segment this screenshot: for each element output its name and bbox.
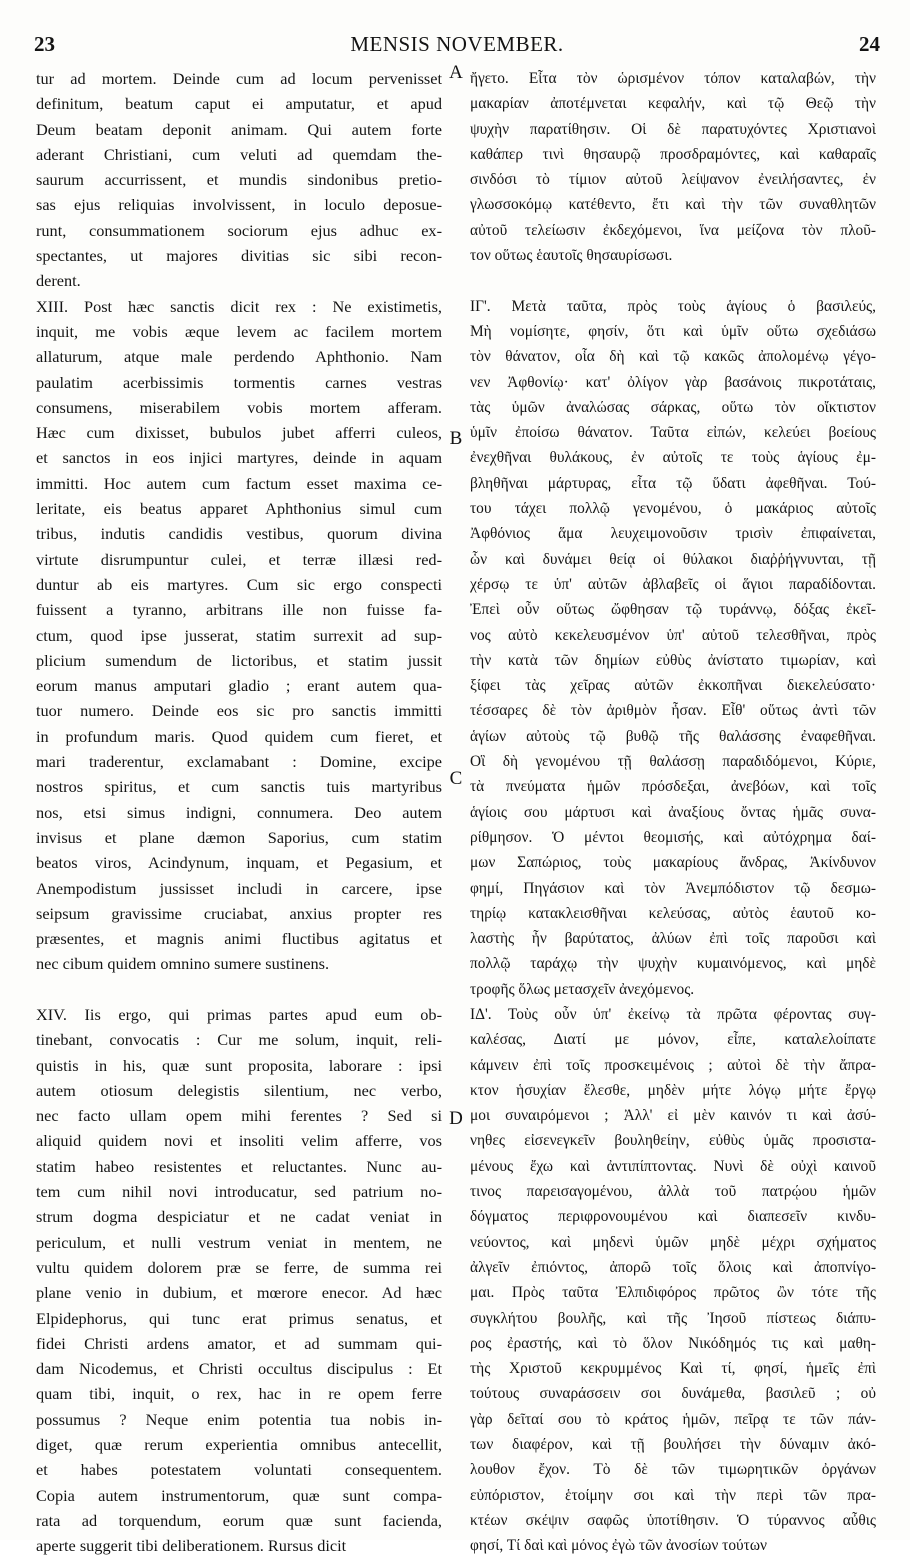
- latin-text-line: paulatim acerbissimis tormentis carnes vestras: [36, 372, 442, 392]
- latin-text-line: nos, etsi simus indigni, connumera. Deo autem: [36, 802, 442, 822]
- latin-text-line: immitti. Hoc autem cum factum esset maxima ce-: [36, 473, 442, 493]
- greek-text-line: τὸν θάνατον, οἷα δὴ καὶ τῷ κακῶς ἀπολομένῳ γέγο-: [470, 348, 876, 366]
- latin-text-line: ctum, quod ipse jusserat, statim surrexit ad sup-: [36, 625, 442, 645]
- greek-text-line: μοι συναιρόμενοι ; Ἀλλ' εἰ μὲν καινόν τι καὶ ἀσύ-: [470, 1107, 876, 1125]
- margin-letter-c: C: [449, 768, 463, 789]
- greek-text-line: μων Σαπώριος, τοὺς μακαρίους ἄνδρας, Ἀκίνδυνον: [470, 854, 876, 872]
- latin-text-line: consumens, miserabilem vobis mortem afferam.: [36, 397, 442, 417]
- latin-text-line: spectantes, ut majores divitias sic sibi recon-: [36, 246, 442, 266]
- greek-text-line: τὴς Χριστοῦ κεκρυμμένος Καὶ τί, φησί, ἡμεῖς ἐπὶ: [470, 1360, 876, 1378]
- greek-text-line: φησί, Τί δαὶ καὶ μόνος ἐγὼ τῶν ἀνοσίων τούτων: [470, 1537, 767, 1555]
- running-header: [34, 32, 880, 60]
- greek-text-line: πολλῷ ταράχῳ τὴν ψυχὴν κυμαινόμενος, καὶ μηδὲ: [470, 955, 876, 973]
- latin-text-line: Copia autem instrumentorum, quæ sunt compa-: [36, 1485, 442, 1505]
- greek-text-line: σινδόσι τὸ τίμιον αὐτοῦ λείψανον ἐνειλήσαντες, ἐν: [470, 171, 876, 189]
- greek-text-line: αὐτοῦ τελείωσιν ἐκδεχόμενοι, ἵνα μείζονα τὸν πλοῦ-: [470, 221, 876, 239]
- greek-text-line: μακαρίαν ἀποτέμνεται κεφαλήν, καὶ τῷ Θεῷ τὴν: [470, 95, 876, 113]
- greek-text-line: ἁγίοις σου μάρτυσι καὶ ἀναξίους ὄντας ἡμᾶς συνα-: [470, 803, 876, 821]
- greek-text-line: Μὴ νομίσητε, φησίν, ὅτι καὶ ὑμῖν οὕτω σχεδιάσω: [470, 322, 876, 340]
- latin-text-line: tuor numero. Deinde eos sic pro sanctis immitti: [36, 701, 442, 721]
- greek-text-line: τηρίῳ κατακλεισθῆναι κελεύσας, αὐτὸς ἑαυτοῦ κο-: [470, 904, 876, 922]
- greek-text-line: Ἐπεὶ οὖν οὕτως ὤφθησαν τῷ τυράννῳ, δόξας ἐκεῖ-: [470, 601, 876, 619]
- running-title: MENSIS NOVEMBER.: [350, 32, 564, 56]
- greek-text-line: μαι. Πρὸς ταῦτα Ἐλπιδιφόρος πρῶτος ὢν τότε τῆς: [470, 1284, 876, 1302]
- latin-text-line: quam tibi, inquit, o rex, hac in re opem ferre: [36, 1384, 442, 1404]
- latin-text-line: statim habeo resistentes et reluctantes. Nunc au-: [36, 1156, 442, 1176]
- greek-text-line: καλέσας, Διατί με μόνον, εἶπε, καταλελοίπατε: [470, 1031, 876, 1049]
- latin-text-line: invisus et plane dæmon Saporius, cum statim: [36, 827, 442, 847]
- greek-text-line: ὑμῖν ἐποίσω θάνατον. Ταῦτα εἰπών, κελεύει βοείους: [470, 424, 876, 442]
- greek-text-line: των διαφέρον, καὶ τῇ βουλήσει τὴν δύναμιν ἀκό-: [470, 1436, 876, 1454]
- margin-letter-a: A: [449, 62, 463, 83]
- greek-text-line: κάμνειν ἐπὶ τοῖς προσκειμένοις ; αὐτοὶ δὲ τὴν ἄπρα-: [470, 1056, 876, 1074]
- latin-text-line: aderant Christiani, cum veluti ad quemdam the-: [36, 144, 442, 164]
- latin-text-line: sas ejus reliquias involvissent, in loculo deposue-: [36, 195, 442, 215]
- latin-text-line: nostros spiritus, et cum sanctis tuis martyribus: [36, 777, 442, 797]
- latin-text-line: periculum, et nulli vestrum veniat in mentem, ne: [36, 1232, 442, 1252]
- latin-text-line: derent.: [36, 271, 81, 291]
- greek-text-line: μένους ἔχω καὶ ἀντιπίπτοντας. Νυνὶ δὲ οὐχὶ καινοῦ: [470, 1157, 876, 1175]
- page-number-left: 23: [34, 32, 55, 56]
- latin-text-line: fuissent a tyranno, arbitrans ille non fuisse fa-: [36, 600, 442, 620]
- latin-text-line: aperte suggerit tibi deliberationem. Rursus dicit: [36, 1536, 347, 1556]
- greek-text-line: του τάχει πολλῷ γενομένου, ὁ μακάριος αὐτοῖς: [470, 500, 876, 518]
- greek-text-line: ρίθμησον. Ὁ μέντοι θεομισής, καὶ αὐτόχρημα δαί-: [470, 828, 876, 846]
- latin-text-line: XIII. Post hæc sanctis dicit rex : Ne existimetis,: [36, 296, 442, 316]
- latin-text-line: saurum accurrissent, et mundis sindonibus pretio-: [36, 170, 442, 190]
- greek-text-line: συγκλήτου βουλῆς, καὶ τῆς Ἰησοῦ πίστεως διάπυ-: [470, 1309, 876, 1327]
- page-number-right: 24: [859, 32, 880, 56]
- greek-text-line: γὰρ δεῖταί σου τὸ κράτος ἡμῶν, πεῖρᾳ τε τῶν πάν-: [470, 1410, 876, 1428]
- greek-text-line: ξίφει τὰς χεῖρας αὐτῶν ἐκκοπῆναι διεκελεύσατο·: [470, 677, 876, 695]
- greek-text-line: ΙΔ'. Τοὺς οὖν ὑπ' ἐκείνῳ τὰ πρῶτα φέροντας συγ-: [470, 1005, 876, 1023]
- greek-text-line: νηθες εἰσενεγκεῖν βουληθείην, εὐθὺς ὑμᾶς προσιστα-: [470, 1132, 876, 1150]
- latin-text-line: inquit, me vobis æque levem ac facilem mortem: [36, 321, 442, 341]
- latin-text-line: tribus, indutis candidis vestibus, quorum divina: [36, 524, 442, 544]
- latin-text-line: definitum, beatum caput ei amputatur, et apud: [36, 94, 442, 114]
- greek-text-line: λουθον ἔχον. Τὸ δὲ τῶν τιμωρητικῶν ὀργάνων: [470, 1461, 876, 1479]
- greek-text-line: καθάπερ τινὶ θησαυρῷ προσδραμόντες, καὶ καθαραῖς: [470, 145, 876, 163]
- greek-text-line: ΙΓ'. Μετὰ ταῦτα, πρὸς τοὺς ἁγίους ὁ βασιλεύς,: [470, 297, 876, 315]
- latin-text-line: quistis in his, quæ sunt proposita, laborare : ipsi: [36, 1055, 442, 1075]
- greek-text-line: ἐνεχθῆναι θυλάκους, ἐν αὐτοῖς τε τοὺς ἁγίους ἐμ-: [470, 449, 876, 467]
- greek-text-line: κτέων σκέψιν σαφῶς ὑποτίθησιν. Ὁ τύραννος αὖθις: [470, 1511, 876, 1529]
- latin-text-line: beatos viros, Acindynum, inquam, et Pegasium, et: [36, 853, 442, 873]
- latin-text-line: nec cibum quidem omnino sumere sustinens.: [36, 954, 330, 974]
- greek-text-line: ἁγίων αὐτοὺς τῷ βυθῷ τῆς θαλάσσης ἐναφεθῆναι.: [470, 727, 876, 745]
- greek-text-line: τον οὕτως ἑαυτοῖς θησαυρίσωσι.: [470, 247, 673, 265]
- latin-text-line: nec facto ullam opem mihi ferentes ? Sed si: [36, 1106, 442, 1126]
- latin-text-line: tinebant, convocatis : Cur me solum, inquit, reli-: [36, 1030, 442, 1050]
- greek-text-line: τέσσαρες δὲ τὸν ἀριθμὸν ἦσαν. Εἶθ' οὕτως ἀντὶ τῶν: [470, 702, 876, 720]
- latin-text-line: tem cum nihil novi introducatur, sed patrium no-: [36, 1182, 442, 1202]
- latin-text-line: duntur ab eis martyres. Cum sic ergo conspecti: [36, 574, 442, 594]
- latin-text-line: et sanctos in eos injici martyres, deinde in aquam: [36, 448, 442, 468]
- greek-text-line: ἀλγεῖν ἐπιόντος, ἀπορῶ τοῖς ὅλοις καὶ ἀποπνίγο-: [470, 1258, 876, 1276]
- latin-text-line: eorum manus amputari gladio ; erant autem qua-: [36, 676, 442, 696]
- latin-text-line: XIV. Iis ergo, qui primas partes apud eum ob-: [36, 1004, 442, 1024]
- latin-text-line: Hæc cum dixisset, bubulos jubet afferri culeos,: [36, 423, 442, 443]
- greek-text-line: Ἀφθόνιος ἅμα λευχειμονοῦσιν τρισὶν ἐπιφαίνεται,: [470, 525, 876, 543]
- greek-text-line: τὰς ὑμῶν ἀναλώσας σάρκας, οὕτω τὸν οἴκτιστον: [470, 398, 876, 416]
- greek-text-line: τούτους συναράσσειν σοι δυνάμεθα, βασιλεῦ ; οὐ: [470, 1385, 876, 1403]
- latin-text-line: Deum beatam deponit animam. Qui autem forte: [36, 119, 442, 139]
- latin-text-line: strum dogma despiciatur et ne cadat veniat in: [36, 1207, 442, 1227]
- latin-text-line: tur ad mortem. Deinde cum ad locum pervenisset: [36, 69, 442, 88]
- greek-text-line: δόγματος περιφρονουμένου καὶ διαπεσεῖν κινδυ-: [470, 1208, 876, 1226]
- greek-text-line: νεν Ἀφθονίῳ· κατ' ὀλίγον γὰρ βασάνοις πικροτάταις,: [470, 373, 876, 391]
- greek-text-line: ἤγετο. Εἶτα τὸν ὡρισμένον τόπον καταλαβών, τὴν: [470, 70, 876, 87]
- latin-text-line: leritate, eis beatus apparet Aphthonius simul cum: [36, 499, 442, 519]
- greek-text-line: κτον ἡσυχίαν ἔλεσθε, μηδὲν μήτε λόγῳ μήτε ἔργῳ: [470, 1081, 876, 1099]
- latin-text-line: præsentes, et magnis animi fluctibus agitatus et: [36, 929, 442, 949]
- latin-text-line: plane venio in dubium, et mœrore enecor. Ad hæc: [36, 1283, 442, 1303]
- paragraph-gap: [36, 977, 442, 1002]
- greek-text-line: ψυχὴν παρατίθησιν. Οἱ δὲ παρατυχόντες Χριστιανοὶ: [470, 120, 876, 138]
- greek-text-line: λαστὴς ἦν βαρύτατος, ἀλύων ἐπὶ τοῖς παροῦσι καὶ: [470, 930, 876, 948]
- greek-text-line: τροφῆς ὅλως μετασχεῖν ἀνεχόμενος.: [470, 980, 695, 998]
- latin-text-line: allaturum, atque male perdendo Aphthonio. Nam: [36, 347, 442, 367]
- greek-text-line: ὧν καὶ δυνάμει θείᾳ οἱ θύλακοι διαῤῥήγνυνται, τῇ: [470, 550, 876, 568]
- greek-text-line: βληθῆναι μάρτυρας, εἶτα τῷ ὕδατι ἀφεθῆναι. Τού-: [470, 474, 876, 492]
- greek-text-line: Οἳ δὴ γενομένου τῇ θαλάσσῃ παραδιδόμενοι, Κύριε,: [470, 753, 876, 771]
- latin-text-line: vultu quidem dolorem præ se ferre, de summa rei: [36, 1257, 442, 1277]
- greek-text-line: νεύοντος, καὶ μηδενὶ ὑμῶν μηδὲ μέχρι σχήματος: [470, 1233, 876, 1251]
- latin-text-line: in profundum maris. Quod quidem cum fieret, et: [36, 726, 442, 746]
- paragraph-gap: [470, 268, 876, 293]
- latin-text-line: diget, quæ rerum experientia omnibus antecellit,: [36, 1435, 442, 1455]
- latin-text-line: Anempodistum jussisset includi in carcere, ipse: [36, 878, 442, 898]
- greek-text-line: φημί, Πηγάσιον καὶ τὸν Ἀνεμπόδιστον τῷ δεσμω-: [470, 879, 876, 897]
- latin-text-line: possumus ? Neque enim potentia tua nobis in-: [36, 1409, 442, 1429]
- greek-text-line: τινος παρεισαγομένου, ἀλλὰ τοῦ πατρῴου ἡμῶν: [470, 1183, 876, 1201]
- greek-text-line: τὰ πνεύματα ἡμῶν πρόσδεξαι, ἀνεβόων, καὶ τοῖς: [470, 778, 876, 796]
- latin-text-line: mari traderentur, exclamabant : Domine, excipe: [36, 752, 442, 772]
- greek-text-line: εὐπόριστον, ἑτοίμην σοι καὶ τὴν περὶ τῶν πρα-: [470, 1486, 876, 1504]
- greek-text-line: γλωσσοκόμῳ κατέθεντο, ἔτι καὶ τὴν τῶν συναθλητῶν: [470, 196, 876, 214]
- latin-text-line: et habes potestatem voluntati consequentem.: [36, 1460, 442, 1480]
- greek-text-line: τὴν κατὰ τῶν δημίων εὐθὺς ἀνίστατο τιμωρίαν, καὶ: [470, 651, 876, 669]
- latin-text-line: virtute disrumpuntur culei, et terræ illæsi red-: [36, 549, 442, 569]
- greek-text-line: νος αὐτὸ κεκελευσμένον ὑπ' αὐτοῦ τελεσθῆναι, πρὸς: [470, 626, 876, 644]
- latin-text-line: fidei Christi ardens amator, et ad summam qui-: [36, 1333, 442, 1353]
- latin-text-line: autem otiosum delegistis silentium, nec verbo,: [36, 1080, 442, 1100]
- greek-text-line: χέρσῳ τε ὑπ' αὐτῶν ἀβλαβεῖς οἱ ἅγιοι παραδίδονται.: [470, 575, 876, 593]
- greek-text-line: ρος ἐραστής, καὶ τὸ ὅλον Νικόδημός τις καὶ μαθη-: [470, 1334, 876, 1352]
- latin-text-line: seipsum gravissime cruciabat, anxius propter res: [36, 903, 442, 923]
- latin-column: [36, 66, 442, 1559]
- latin-text-line: rata ad torquendum, eorum quæ sunt facienda,: [36, 1510, 442, 1530]
- greek-column: [470, 66, 876, 1559]
- latin-text-line: plicium sumendum de lictoribus, et statim jussit: [36, 650, 442, 670]
- latin-text-line: aliquid quidem novi et insoliti velim afferre, vos: [36, 1131, 442, 1151]
- latin-text-line: Elpidephorus, qui tunc erat primus senatus, et: [36, 1308, 442, 1328]
- latin-text-line: dam Nicodemus, et Christi occultus discipulus : Et: [36, 1359, 442, 1379]
- latin-text-line: runt, consummationem sociorum ejus adhuc ex-: [36, 220, 442, 240]
- margin-letter-b: B: [449, 428, 463, 449]
- margin-letter-d: D: [449, 1108, 463, 1129]
